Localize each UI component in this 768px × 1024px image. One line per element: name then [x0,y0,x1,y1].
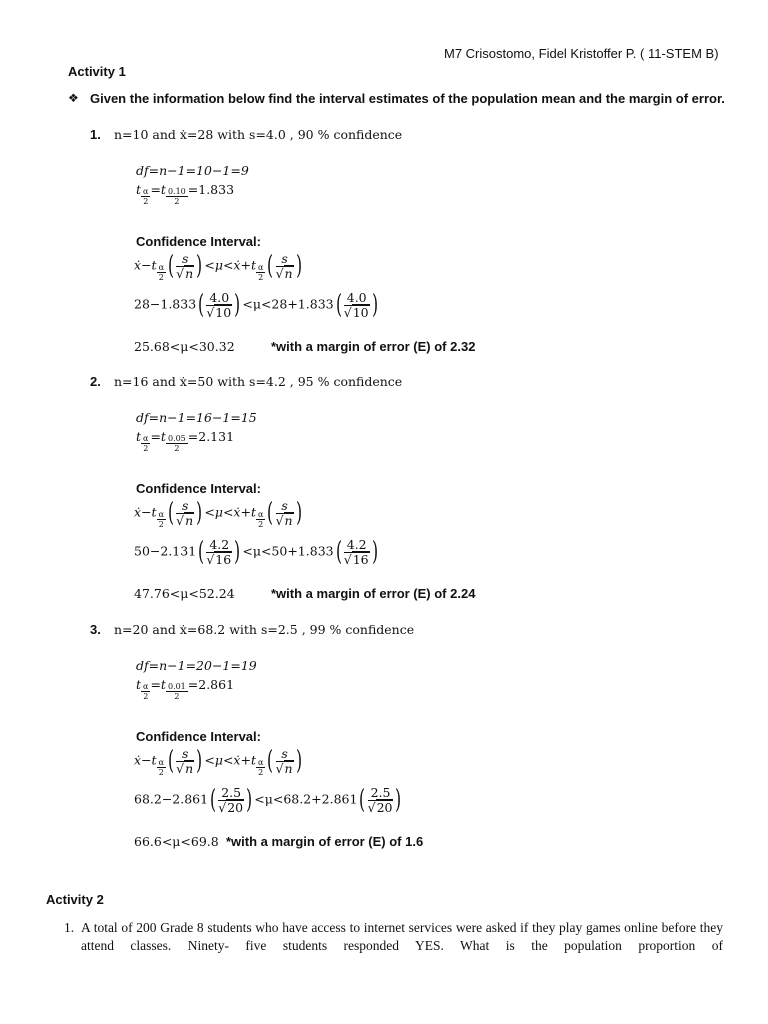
activity1-instruction: Given the information below find the interval estimates of the population mean and the margin of error. [90,91,725,106]
problem-number: 2. [90,374,101,389]
problem-number: 3. [90,622,101,637]
ci-middle: <μ<50+1.833 [242,543,334,559]
sample-size-value: 10 [352,304,369,320]
confidence-interval-label: Confidence Interval: [136,481,261,496]
t-critical-line: t $\frac{\alpha}{2}$ =t $\frac{0.01}{2}$ =2.861 [136,677,235,701]
t-critical-value: =1.833 [187,182,235,197]
degrees-of-freedom: df=n−1=20−1=19 [136,658,257,673]
problem-given: n=10 and ẋ=28 with s=4.0 , 90 % confidence [114,127,403,142]
t-alpha-value: 0.10 [167,187,186,196]
std-dev-value: 2.5 [218,786,244,801]
ci-formula: ẋ−t $\frac{\alpha}{2}$ ( $\frac{s}{√n}$ ) <μ<ẋ+t $\frac{\alpha}{2}$ ( $\frac{s}{√n}$ ) [134,497,302,529]
ci-formula: ẋ−t $\frac{\alpha}{2}$ ( $\frac{s}{√n}$ ) <μ<ẋ+t $\frac{\alpha}{2}$ ( $\frac{s}{√n}$ ) [134,745,302,777]
ci-middle: <μ<28+1.833 [242,296,334,312]
margin-of-error: *with a margin of error (E) of 2.32 [271,339,476,354]
t-alpha-value: 0.01 [167,682,186,691]
degrees-of-freedom: df=n−1=10−1=9 [136,163,249,178]
problem-given: n=16 and ẋ=50 with s=4.2 , 95 % confidence [114,374,403,389]
t-alpha-value: 0.05 [167,434,186,443]
ci-result: 47.76<μ<52.24 [134,586,235,601]
ci-lhs: 28−1.833 [134,296,197,312]
std-dev-value: 4.0 [206,291,232,306]
activity2-title: Activity 2 [46,892,104,907]
confidence-interval-label: Confidence Interval: [136,234,261,249]
degrees-of-freedom: df=n−1=16−1=15 [136,410,257,425]
author-header: M7 Crisostomo, Fidel Kristoffer P. ( 11-STEM B) [444,46,719,61]
std-dev-value: 4.0 [344,291,370,306]
t-critical-line: t $\frac{\alpha}{2}$ =t $\frac{0.05}{2}$ =2.131 [136,429,235,453]
problem-number: 1. [90,127,101,142]
sample-size-value: 20 [376,799,393,815]
activity2-item-number: 1. [64,920,75,935]
activity2-item-text: A total of 200 Grade 8 students who have access to internet services were asked if they play games online before they attend classes. Ninety- five students responded YES. What is the population proportion of [81,920,723,953]
ci-substitution: 68.2−2.861( $\frac{2.5}{√20}$ ) <μ<68.2+2.861( $\frac{2.5}{√20}$ ) [134,784,402,815]
ci-substitution: 50−2.131( $\frac{4.2}{√16}$ ) <μ<50+1.833( $\frac{4.2}{√16}$ ) [134,536,378,567]
problem-given: n=20 and ẋ=68.2 with s=2.5 , 99 % confidence [114,622,415,637]
std-dev-value: 2.5 [368,786,394,801]
diamond-bullet-icon: ❖ [68,91,79,105]
sample-size-value: 16 [215,551,232,567]
sample-size-value: 20 [227,799,244,815]
ci-result: 25.68<μ<30.32 [134,339,235,354]
std-dev-value: 4.2 [206,538,232,553]
ci-middle: <μ<68.2+2.861 [254,791,358,807]
ci-lhs: 68.2−2.861 [134,791,209,807]
t-critical-value: =2.861 [187,677,235,692]
ci-result: 66.6<μ<69.8 [134,834,219,849]
confidence-interval-label: Confidence Interval: [136,729,261,744]
sample-size-value: 16 [352,551,369,567]
margin-of-error: *with a margin of error (E) of 1.6 [226,834,424,849]
activity1-title: Activity 1 [68,64,126,79]
ci-lhs: 50−2.131 [134,543,197,559]
margin-of-error: *with a margin of error (E) of 2.24 [271,586,476,601]
t-critical-value: =2.131 [187,429,235,444]
std-dev-value: 4.2 [344,538,370,553]
sample-size-value: 10 [215,304,232,320]
ci-formula: ẋ−t $\frac{\alpha}{2}$ ( $\frac{s}{√n}$ ) <μ<ẋ+t $\frac{\alpha}{2}$ ( $\frac{s}{√n}$ ) [134,250,302,282]
ci-substitution: 28−1.833( $\frac{4.0}{√10}$ ) <μ<28+1.833( $\frac{4.0}{√10}$ ) [134,289,378,320]
t-critical-line: t $\frac{\alpha}{2}$ =t $\frac{0.10}{2}$ =1.833 [136,182,235,206]
